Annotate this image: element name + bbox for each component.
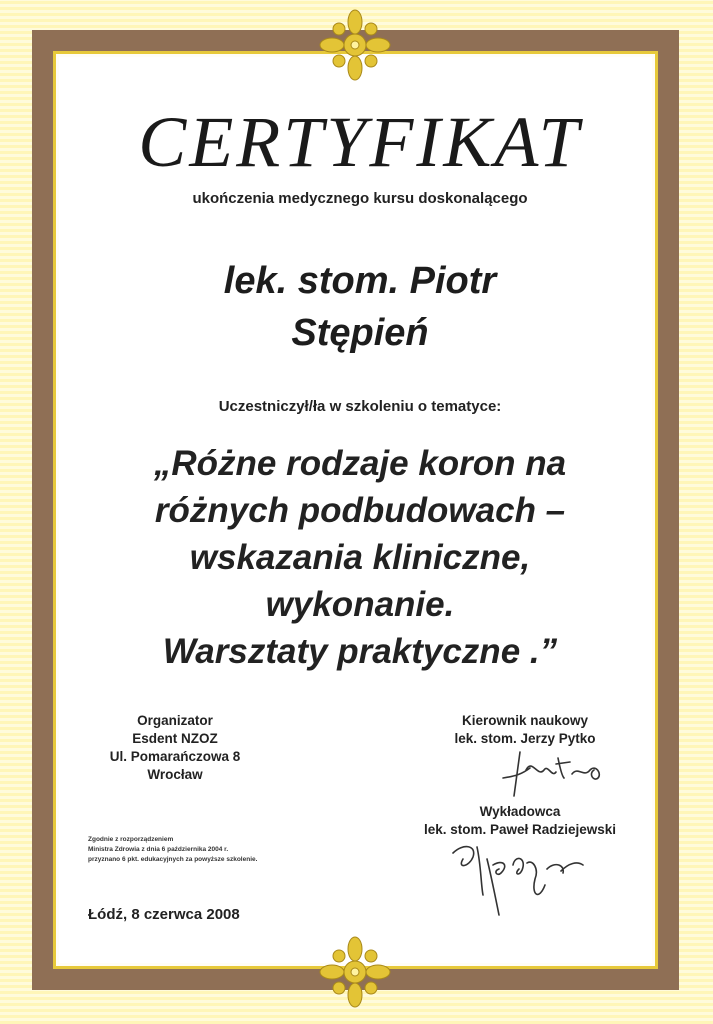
- recipient-name-line: lek. stom. Piotr: [223, 260, 497, 302]
- certificate-subtitle: ukończenia medycznego kursu doskonalącego: [192, 190, 528, 207]
- legal-note: [88, 835, 348, 865]
- lecturer-block: [395, 803, 645, 839]
- organizer-street: Ul. Pomarańczowa 8: [109, 749, 241, 764]
- gold-ornament-icon: [318, 935, 392, 1009]
- issue-date: Łódź, 8 czerwca 2008: [88, 906, 240, 923]
- organizer-name: Esdent NZOZ: [132, 731, 218, 746]
- supervisor-label: Kierownik naukowy: [461, 713, 589, 728]
- lecturer-signature: [443, 835, 593, 925]
- topic-line: wskazania kliniczne,: [189, 538, 531, 577]
- participation-label: Uczestniczył/ła w szkoleniu o tematyce:: [218, 398, 502, 415]
- legal-note-line: przyznano 6 pkt. edukacyjnych za powyższe szkolenie.: [88, 856, 258, 863]
- course-topic: [60, 440, 660, 675]
- recipient-name: [60, 255, 660, 359]
- topic-line: różnych podbudowach –: [154, 491, 566, 530]
- organizer-city: Wrocław: [147, 767, 203, 782]
- gold-ornament-icon: [318, 8, 392, 82]
- lecturer-name: lek. stom. Paweł Radziejewski: [423, 822, 617, 837]
- organizer-label: Organizator: [137, 713, 213, 728]
- topic-line: Warsztaty praktyczne .”: [162, 632, 558, 671]
- legal-note-line: Zgodnie z rozporządzeniem: [88, 836, 174, 843]
- supervisor-block: [420, 712, 630, 748]
- supervisor-signature: [498, 748, 618, 798]
- legal-note-line: Ministra Zdrowia z dnia 6 października 2004 r.: [88, 846, 229, 853]
- lecturer-label: Wykładowca: [479, 804, 561, 819]
- topic-line: wykonanie.: [265, 585, 455, 624]
- recipient-name-line: Stępień: [291, 312, 429, 354]
- topic-line: „Różne rodzaje koron na: [153, 444, 567, 483]
- certificate-title: CERTYFIKAT: [138, 102, 582, 182]
- supervisor-name: lek. stom. Jerzy Pytko: [454, 731, 596, 746]
- organizer-block: [75, 712, 275, 784]
